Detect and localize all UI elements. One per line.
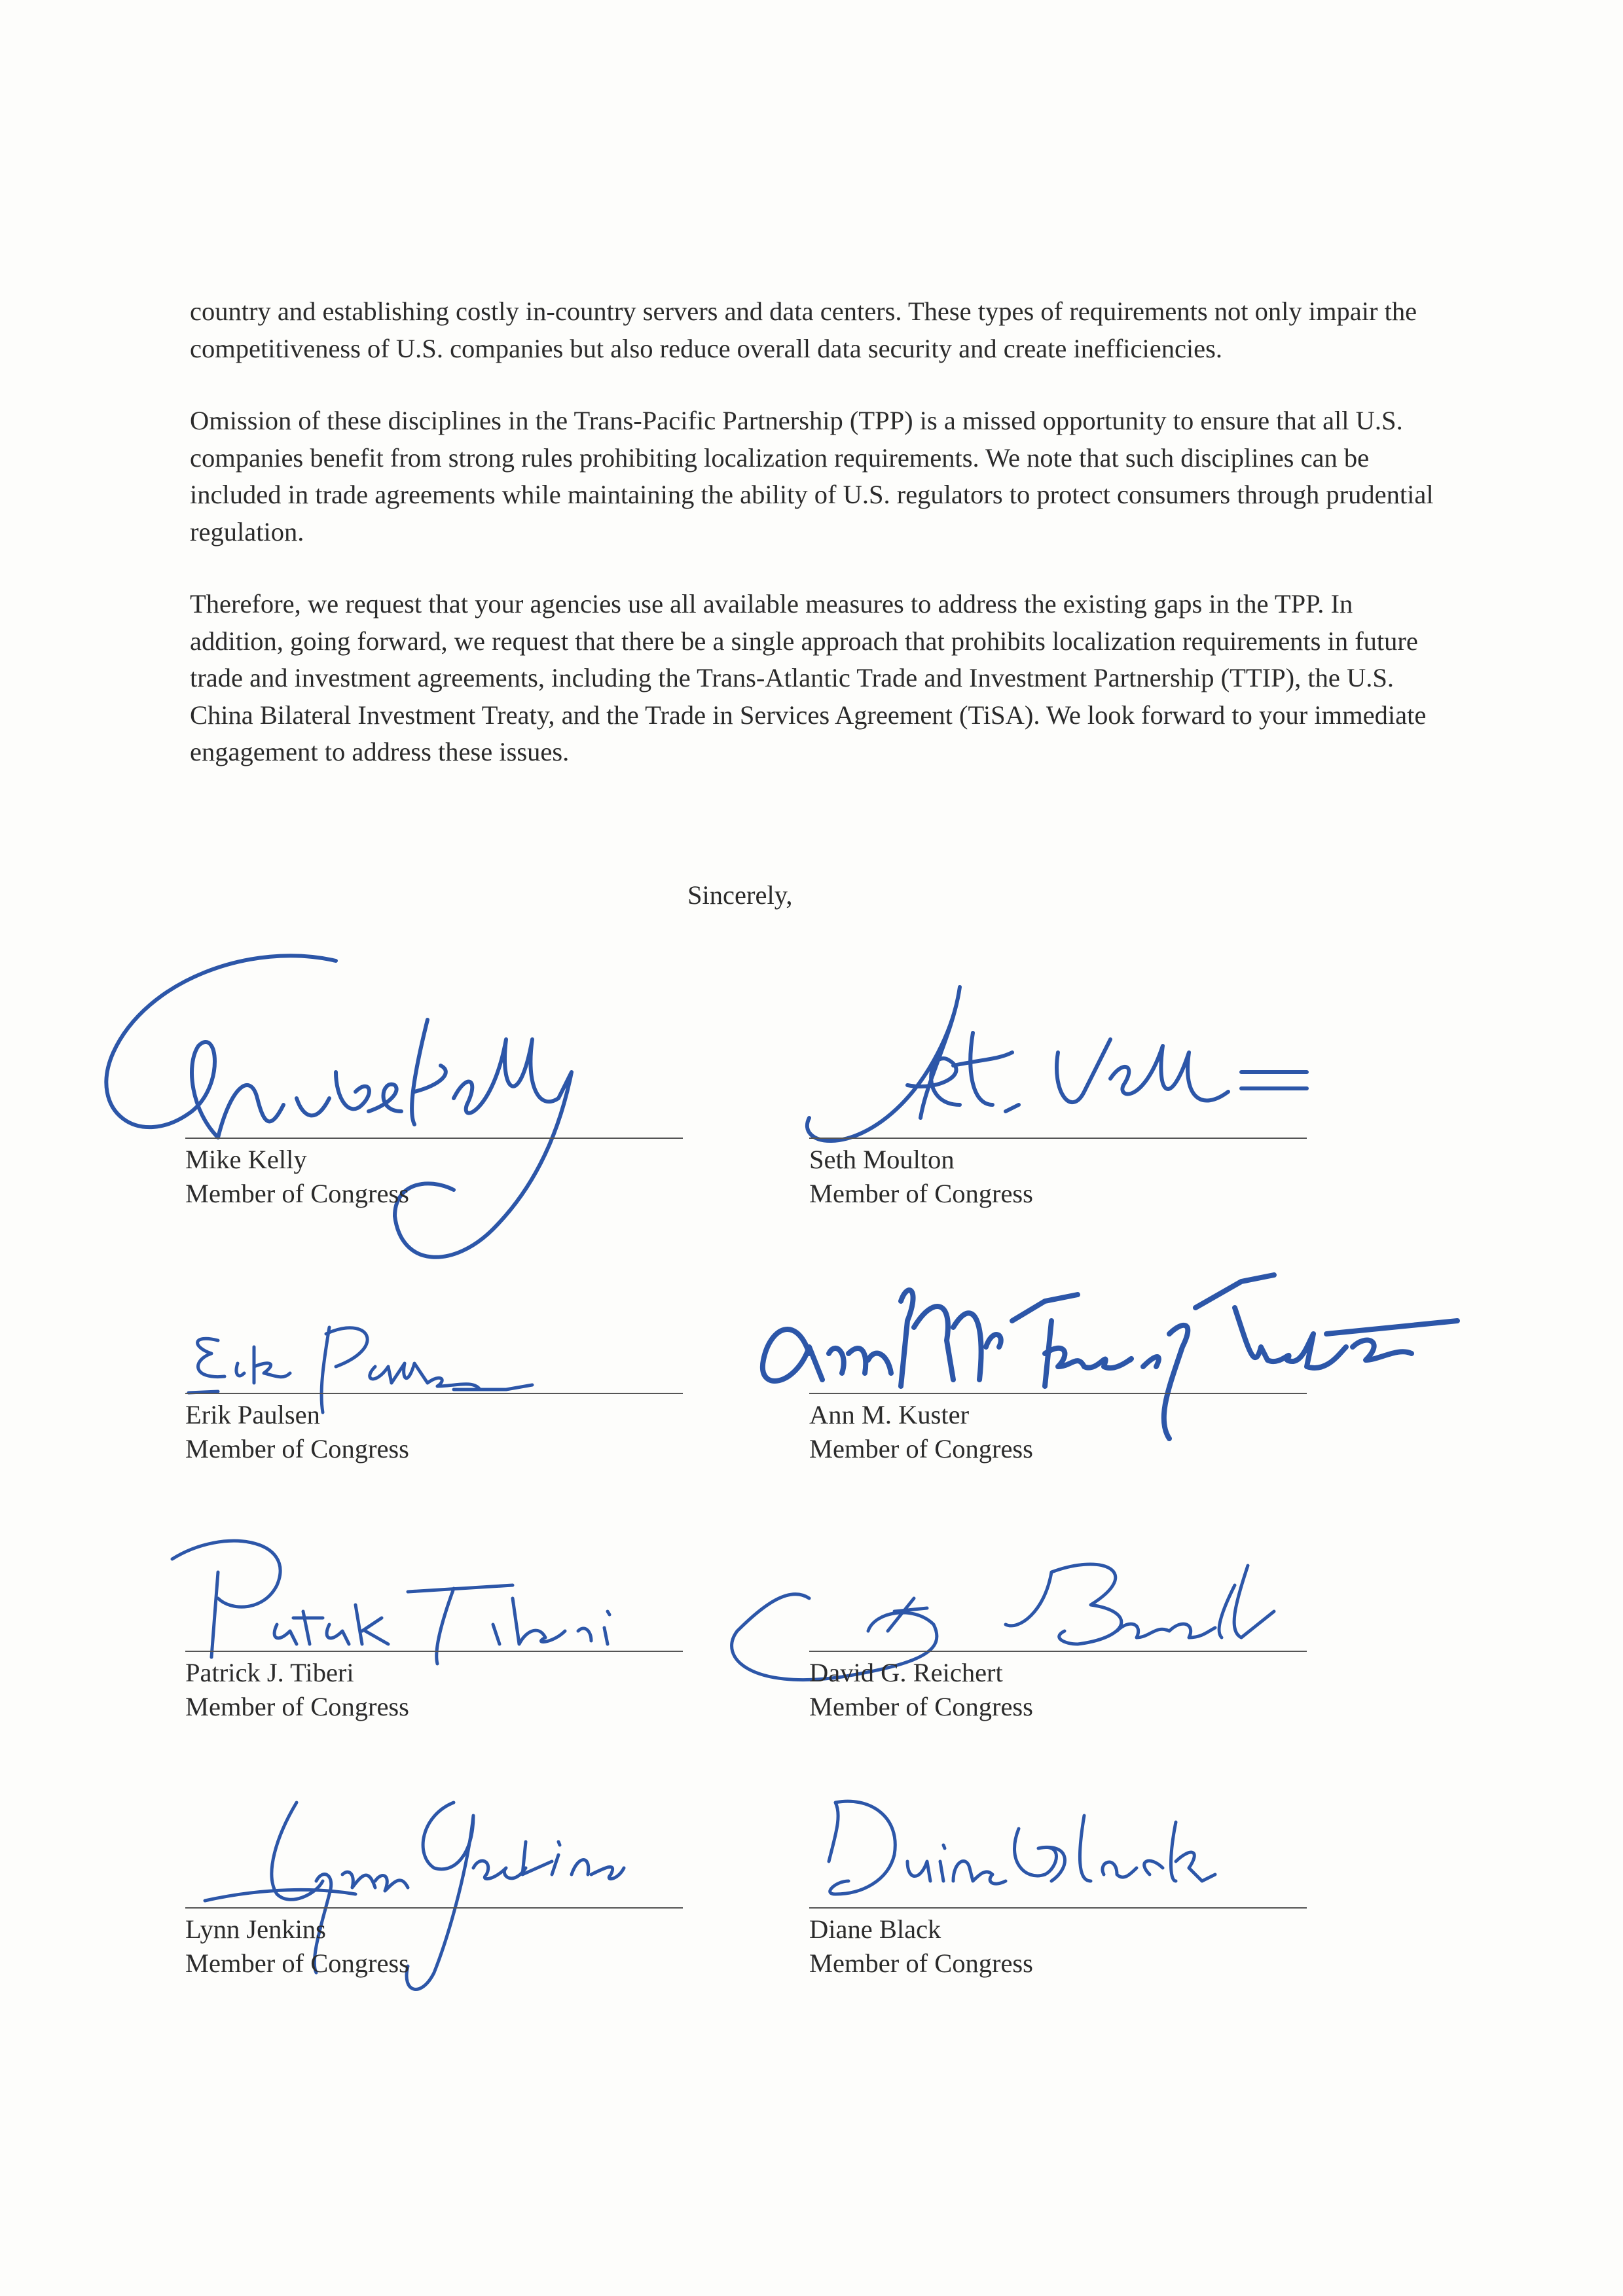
- signature-line: [185, 1138, 683, 1139]
- signatory-name: Lynn Jenkins: [185, 1914, 326, 1944]
- signatory-title: Member of Congress: [185, 1434, 409, 1463]
- signatory-name: Diane Black: [809, 1914, 941, 1944]
- signatory-name: David G. Reichert: [809, 1658, 1003, 1687]
- signatory-name: Patrick J. Tiberi: [185, 1658, 354, 1687]
- paragraph-2: Omission of these disciplines in the Trans-Pacific Partnership (TPP) is a missed opportunity to ensure that all U.S. companies benefit from strong rules prohibiting localization requirements. We note that such disciplines can be included in trade agreements while maintaining the ability of U.S. regulators to protect consumers through prudential regulation.: [190, 406, 1434, 547]
- signatory-name: Mike Kelly: [185, 1145, 307, 1174]
- signatory-title: Member of Congress: [809, 1948, 1033, 1978]
- signatory-title: Member of Congress: [809, 1692, 1033, 1721]
- closing-salutation: Sincerely,: [687, 880, 793, 910]
- letter-body: [190, 293, 1434, 806]
- signature-line: [809, 1393, 1307, 1394]
- signatory-title: Member of Congress: [185, 1692, 409, 1721]
- paragraph-3: Therefore, we request that your agencies use all available measures to address the existing gaps in the TPP. In addition, going forward, we request that there be a single approach that prohibits localization requirements in future trade and investment agreements, including the Trans-Atlantic Trade and Investment Partnership (TTIP), the U.S. China Bilateral Investment Treaty, and the Trade in Services Agreement (TiSA). We look forward to your immediate engagement to address these issues.: [190, 589, 1427, 766]
- signatory-title: Member of Congress: [809, 1179, 1033, 1208]
- signature-line: [809, 1651, 1307, 1652]
- signatory-name: Ann M. Kuster: [809, 1400, 970, 1429]
- signature-line: [809, 1138, 1307, 1139]
- signature-line: [185, 1651, 683, 1652]
- signatory-title: Member of Congress: [185, 1948, 409, 1978]
- signatory-name: Erik Paulsen: [185, 1400, 320, 1429]
- handwritten-signature: [757, 974, 1346, 1170]
- signatory-title: Member of Congress: [809, 1434, 1033, 1463]
- signatory-title: Member of Congress: [185, 1179, 409, 1208]
- signatory-name: Seth Moulton: [809, 1145, 955, 1174]
- signature-line: [185, 1907, 683, 1909]
- handwritten-signature: [809, 1776, 1320, 1920]
- paragraph-1: country and establishing costly in-country servers and data centers. These types of requirements not only impair the competitiveness of U.S. companies but also reduce overall data security and create inefficiencies.: [190, 296, 1417, 363]
- signature-line: [185, 1393, 683, 1394]
- handwritten-signature: [87, 941, 716, 1347]
- signature-line: [809, 1907, 1307, 1909]
